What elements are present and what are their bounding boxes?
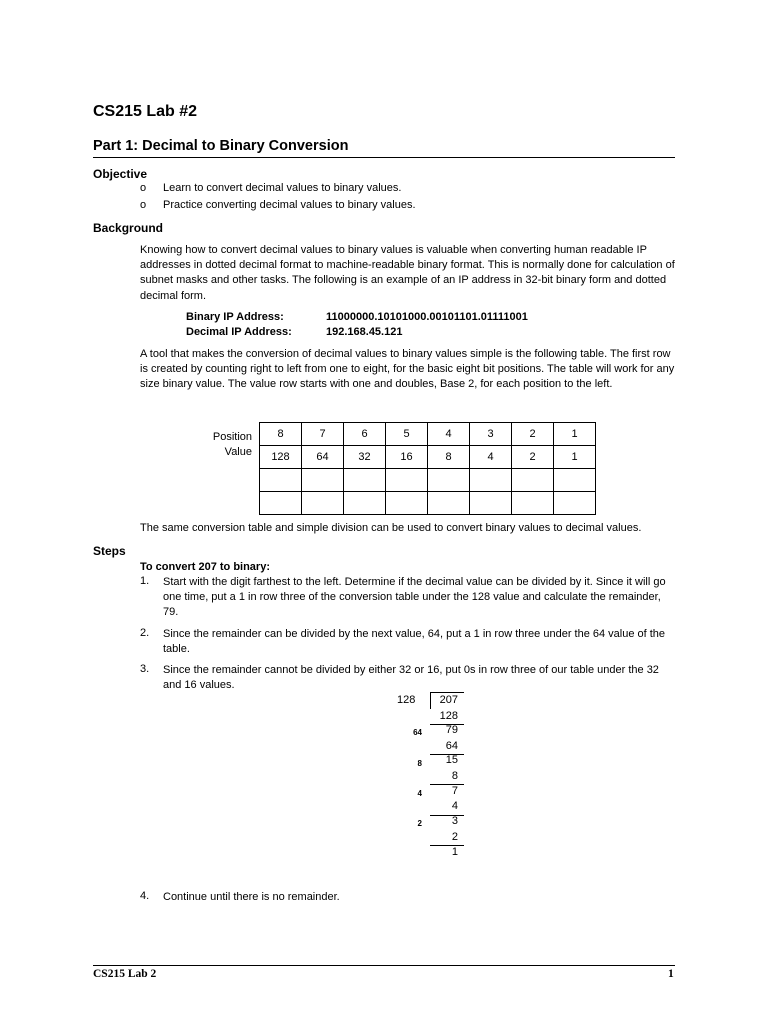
position-cell: 1 <box>554 423 596 446</box>
position-cell: 4 <box>428 423 470 446</box>
page-number: 1 <box>668 968 674 980</box>
page-title: CS215 Lab #2 <box>93 103 198 120</box>
division-number: 15 <box>445 754 458 766</box>
background-paragraph-2: A tool that makes the conversion of decimal values to binary values simple is the following table. The first row is created by counting right to left from one to eight, for the basic eight bit positions. The table will work for any size binary value. The value row starts with one and doubles, Base 2, for each position to the left. <box>140 348 675 391</box>
position-cell: 8 <box>260 423 302 446</box>
value-cell: 4 <box>470 446 512 469</box>
footer-rule <box>93 965 675 966</box>
part-title: Part 1: Decimal to Binary Conversion <box>93 138 349 154</box>
empty-cell <box>386 492 428 515</box>
empty-cell <box>428 492 470 515</box>
empty-cell <box>344 492 386 515</box>
step-text: Since the remainder can be divided by the next value, 64, put a 1 in row three under the 64 value of the table. <box>163 628 666 656</box>
objective-item: Practice converting decimal values to binary values. <box>163 199 416 211</box>
division-number: 3 <box>451 815 458 827</box>
value-row-label: Value <box>224 446 252 458</box>
division-divisor: 128 <box>397 694 416 706</box>
binary-ip-label: Binary IP Address: <box>186 311 284 323</box>
step-text: Continue until there is no remainder. <box>163 891 340 903</box>
step-number: 3. <box>140 663 150 675</box>
division-side-label: 64 <box>413 728 422 737</box>
division-number: 2 <box>451 831 458 843</box>
empty-cell <box>512 469 554 492</box>
position-row <box>260 423 596 446</box>
division-number: 207 <box>439 694 458 706</box>
bullet-icon: o <box>140 182 147 194</box>
objective-heading: Objective <box>93 167 148 181</box>
value-cell: 8 <box>428 446 470 469</box>
background-paragraph-3: The same conversion table and simple division can be used to convert binary values to decimal values. <box>140 522 642 534</box>
empty-cell <box>302 469 344 492</box>
conversion-table <box>259 422 596 515</box>
decimal-ip-value: 192.168.45.121 <box>326 326 403 338</box>
empty-cell <box>260 492 302 515</box>
empty-cell <box>260 469 302 492</box>
background-paragraph-1: Knowing how to convert decimal values to binary values is valuable when converting human readable IP addresses in dotted decimal format to machine-readable binary format. This is normally done for calculation of subnet masks and other tasks. The following is an example of an IP address in 32-bit binary form and dotted decimal form. <box>140 244 675 302</box>
empty-cell <box>470 469 512 492</box>
division-number: 7 <box>451 785 458 797</box>
value-cell: 32 <box>344 446 386 469</box>
division-number: 1 <box>451 846 458 858</box>
position-cell: 3 <box>470 423 512 446</box>
step-number: 1. <box>140 575 150 587</box>
division-number: 128 <box>439 710 458 722</box>
empty-row <box>260 469 596 492</box>
empty-cell <box>554 469 596 492</box>
bullet-icon: o <box>140 199 147 211</box>
division-number: 8 <box>451 770 458 782</box>
empty-cell <box>554 492 596 515</box>
value-cell: 16 <box>386 446 428 469</box>
division-side-label: 8 <box>417 759 422 768</box>
division-number: 64 <box>445 740 458 752</box>
position-cell: 6 <box>344 423 386 446</box>
position-cell: 2 <box>512 423 554 446</box>
position-cell: 7 <box>302 423 344 446</box>
empty-row <box>260 492 596 515</box>
division-side-label: 2 <box>417 819 422 828</box>
objective-item: Learn to convert decimal values to binary values. <box>163 182 402 194</box>
step-text: Since the remainder cannot be divided by either 32 or 16, put 0s in row three of our table under the 32 and 16 values. <box>163 664 659 692</box>
value-cell: 64 <box>302 446 344 469</box>
steps-heading: Steps <box>93 544 126 558</box>
division-top-rule <box>430 692 464 693</box>
value-row <box>260 446 596 469</box>
empty-cell <box>470 492 512 515</box>
decimal-ip-label: Decimal IP Address: <box>186 326 292 338</box>
footer-title: CS215 Lab 2 <box>93 968 157 980</box>
value-cell: 128 <box>260 446 302 469</box>
binary-ip-value: 11000000.10101000.00101101.01111001 <box>326 311 528 323</box>
empty-cell <box>344 469 386 492</box>
value-cell: 1 <box>554 446 596 469</box>
position-cell: 5 <box>386 423 428 446</box>
empty-cell <box>386 469 428 492</box>
background-heading: Background <box>93 221 164 235</box>
empty-cell <box>512 492 554 515</box>
steps-subheading: To convert 207 to binary: <box>140 561 270 573</box>
part-title-rule <box>93 157 675 158</box>
division-number: 4 <box>451 800 458 812</box>
empty-cell <box>428 469 470 492</box>
position-row-label: Position <box>212 431 252 443</box>
division-number: 79 <box>445 724 458 736</box>
empty-cell <box>302 492 344 515</box>
step-number: 2. <box>140 627 150 639</box>
value-cell: 2 <box>512 446 554 469</box>
step-number: 4. <box>140 890 150 902</box>
division-side-label: 4 <box>417 789 422 798</box>
step-text: Start with the digit farthest to the left. Determine if the decimal value can be divided by it. Since it will go one time, put a 1 in row three of the conversion table under the 128 value and calculate the remainder, 79. <box>163 576 666 619</box>
